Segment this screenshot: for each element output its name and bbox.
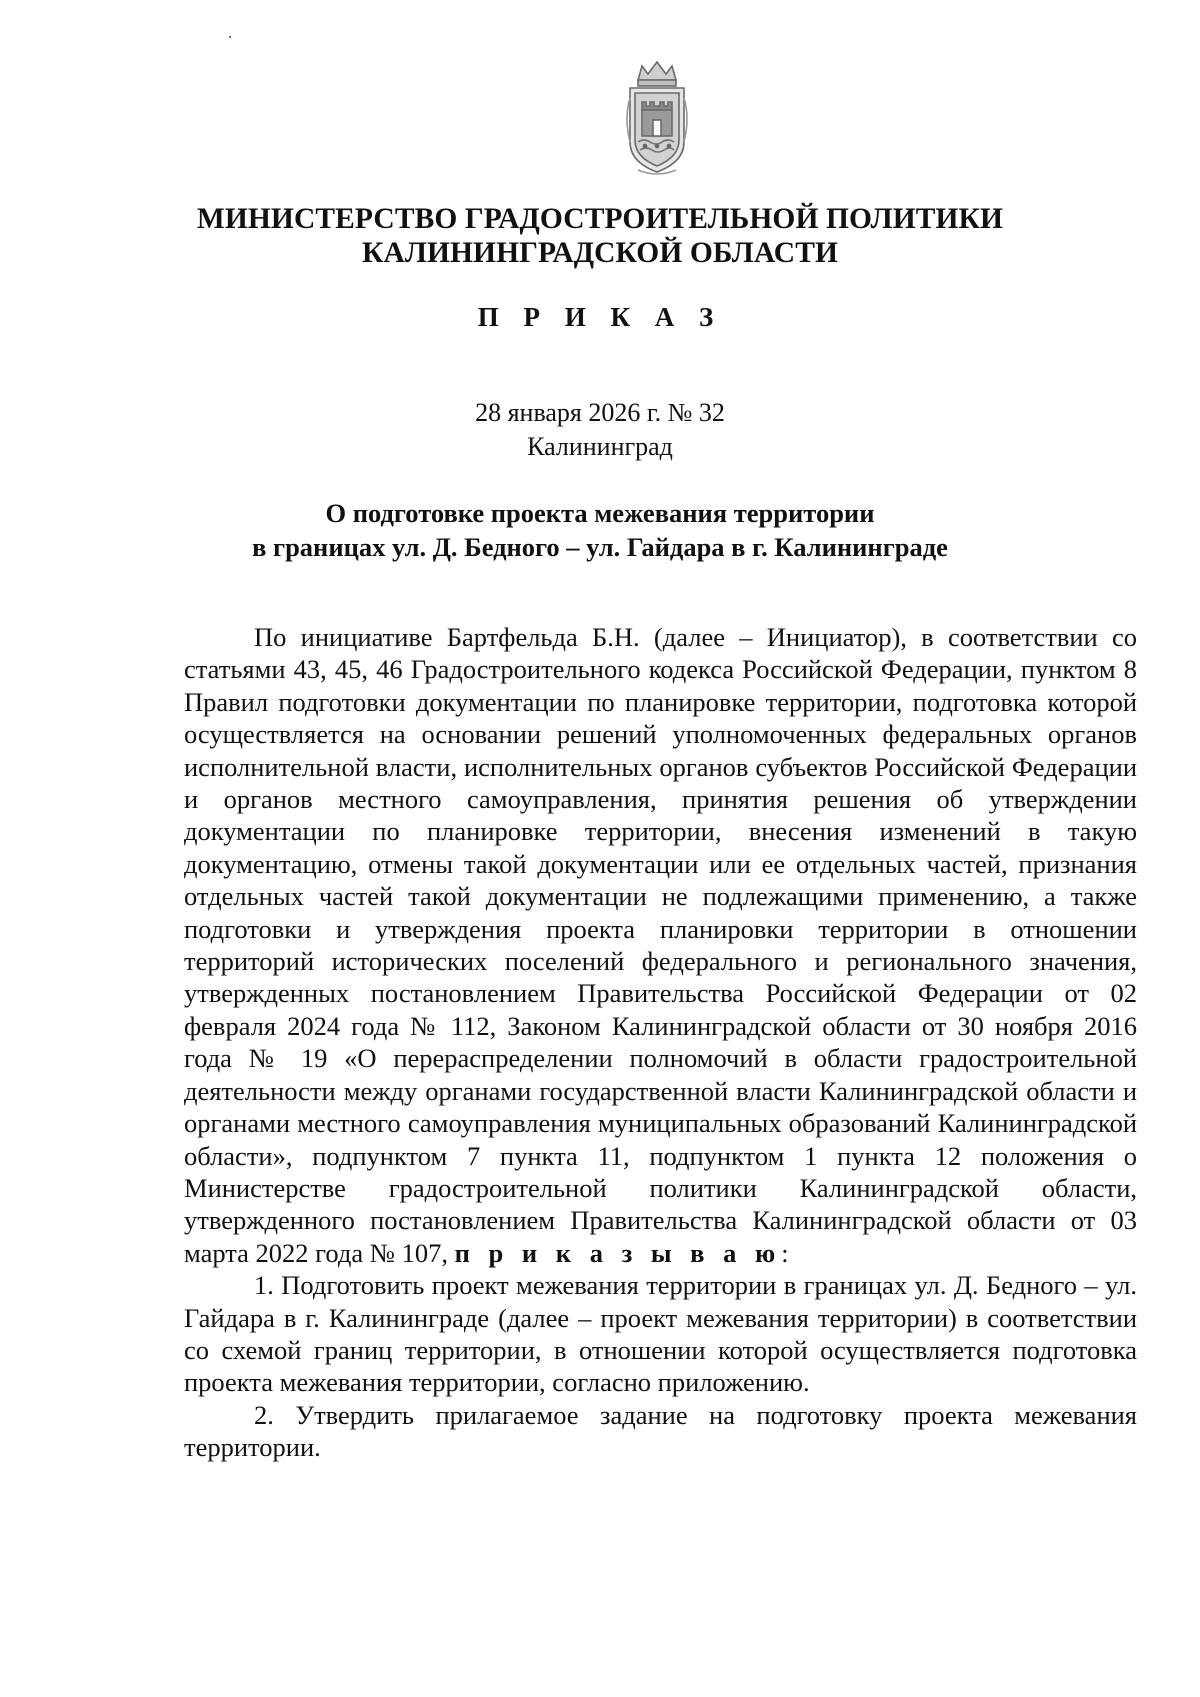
order-item-1: 1. Подготовить проект межевания территории в границах ул. Д. Бедного – ул. Гайдара в г. Калининграде (далее – проект межевания территории) в соответствии со схемой границ территории, в отношении которой осуществляется подготовка проекта межевания территории, согласно приложению.: [184, 1270, 1137, 1398]
order-colon: :: [781, 1237, 789, 1268]
order-word: п р и к а з ы в а ю: [454, 1237, 782, 1268]
subject-line-2: в границах ул. Д. Бедного – ул. Гайдара в г. Калининграде: [252, 532, 948, 562]
ministry-heading: [0, 202, 1200, 270]
preamble-paragraph: [184, 621, 1137, 1269]
city: Калининград: [527, 432, 673, 461]
preamble-text: По инициативе Бартфельда Б.Н. (далее – Инициатор), в соответствии со статьями 43, 45, 46 Градостроительного кодекса Российской Федерации, пунктом 8 Правил подготовки документации по планировке территории, подготовка которой осуществляется на основании решений уполномоченных федеральных органов исполнительной власти, исполнительных органов субъектов Российской Федерации и органов местного самоуправления, принятия решения об утверждении документации по планировке территории, внесения изменений в такую документацию, отмены такой документации или ее отдельных частей, признания отдельных частей такой документации не подлежащими применению, а также подготовки и утверждения проекта планировки территории в отношении территорий исторических поселений федерального и регионального значения, утвержденных постановлением Правительства Российской Федерации от 02 февраля 2024 года № 112, Законом Калининградской области от 30 ноября 2016 года № 19 «О перераспределении полномочий в области градостроительной деятельности между органами государственной власти Калининградской области и органами местного самоуправления муниципальных образований Калининградской области», подпунктом 7 пункта 11, подпунктом 1 пункта 12 положения о Министерстве градостроительной политики Калининградской области, утвержденного постановлением Правительства Калининградской области от 03 марта 2022 года № 107,: [184, 622, 1137, 1268]
date-place-block: [0, 396, 1200, 464]
subject-line-1: О подготовке проекта межевания территории: [325, 498, 875, 528]
order-body: [184, 621, 1137, 1464]
order-subject: [0, 496, 1200, 564]
scan-artifact: [229, 36, 231, 38]
ministry-line-2: КАЛИНИНГРАДСКОЙ ОБЛАСТИ: [361, 237, 839, 269]
order-item-2: 2. Утвердить прилагаемое задание на подготовку проекта межевания территории.: [184, 1399, 1137, 1463]
coat-of-arms-icon: [624, 58, 690, 178]
date-number: 28 января 2026 г. № 32: [475, 398, 725, 427]
ministry-line-1: МИНИСТЕРСТВО ГРАДОСТРОИТЕЛЬНОЙ ПОЛИТИКИ: [196, 203, 1004, 235]
document-type-title: П Р И К А З: [477, 302, 723, 332]
